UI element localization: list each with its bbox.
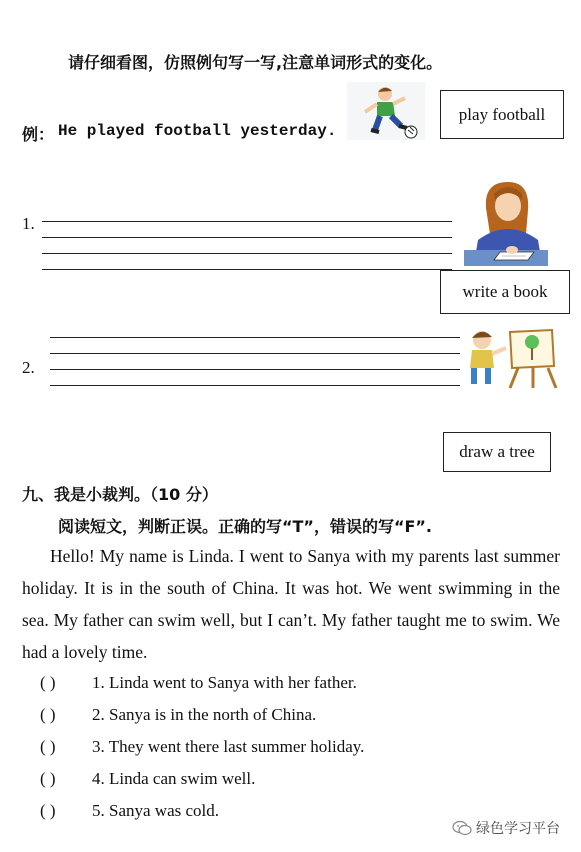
answer-line[interactable] [42,269,452,270]
answer-line[interactable] [50,353,460,354]
boy-football-picture [347,82,425,140]
question-text: 3. They went there last summer holiday. [92,737,365,756]
question-text: 5. Sanya was cold. [92,801,220,820]
reading-passage: Hello! My name is Linda. I went to Sanya with my parents last summer holiday. It is in the south of China. It was hot. We went swimming in the sea. My father can swim well, but I can’t. My father taught me to swim. We had a lovely time. [22,546,560,662]
example-label: 例： [22,125,55,144]
example-phrase-box [440,90,564,139]
wechat-icon [452,820,472,836]
question-item [40,705,316,725]
answer-blank[interactable]: ( ) [40,673,56,692]
question-item [40,673,357,693]
item-2-phrase: draw a tree [459,442,535,461]
answer-line[interactable] [50,385,460,386]
answer-line[interactable] [50,369,460,370]
worksheet-instruction: 请仔细看图，仿照例句写一写,注意单词形式的变化。 [68,53,443,72]
answer-blank[interactable]: ( ) [40,769,56,788]
item-2-number: 2. [22,358,35,377]
answer-line[interactable] [50,337,460,338]
answer-blank[interactable]: ( ) [40,705,56,724]
question-item [40,769,255,789]
example-phrase: play football [458,104,546,124]
section-title: 九、我是小裁判。（10 分） [22,485,218,504]
item-1-number: 1. [22,214,35,233]
item-2-phrase-box [443,432,551,472]
girl-writing-picture [464,178,548,266]
answer-blank[interactable]: ( ) [40,737,56,756]
question-text: 4. Linda can swim well. [92,769,256,788]
answer-line[interactable] [42,237,452,238]
boy-painting-picture [462,326,560,390]
answer-line[interactable] [42,253,452,254]
question-item [40,801,219,821]
example-sentence: He played football yesterday. [58,122,337,140]
answer-line[interactable] [42,221,452,222]
answer-blank[interactable]: ( ) [40,801,56,820]
question-text: 1. Linda went to Sanya with her father. [92,673,357,692]
watermark [452,818,560,838]
question-text: 2. Sanya is in the north of China. [92,705,317,724]
question-item [40,737,364,757]
watermark-text: 绿色学习平台 [476,821,560,837]
item-1-phrase: write a book [462,282,548,301]
item-1-phrase-box [440,270,570,314]
section-instruction: 阅读短文，判断正误。正确的写“T”，错误的写“F”. [58,517,432,536]
